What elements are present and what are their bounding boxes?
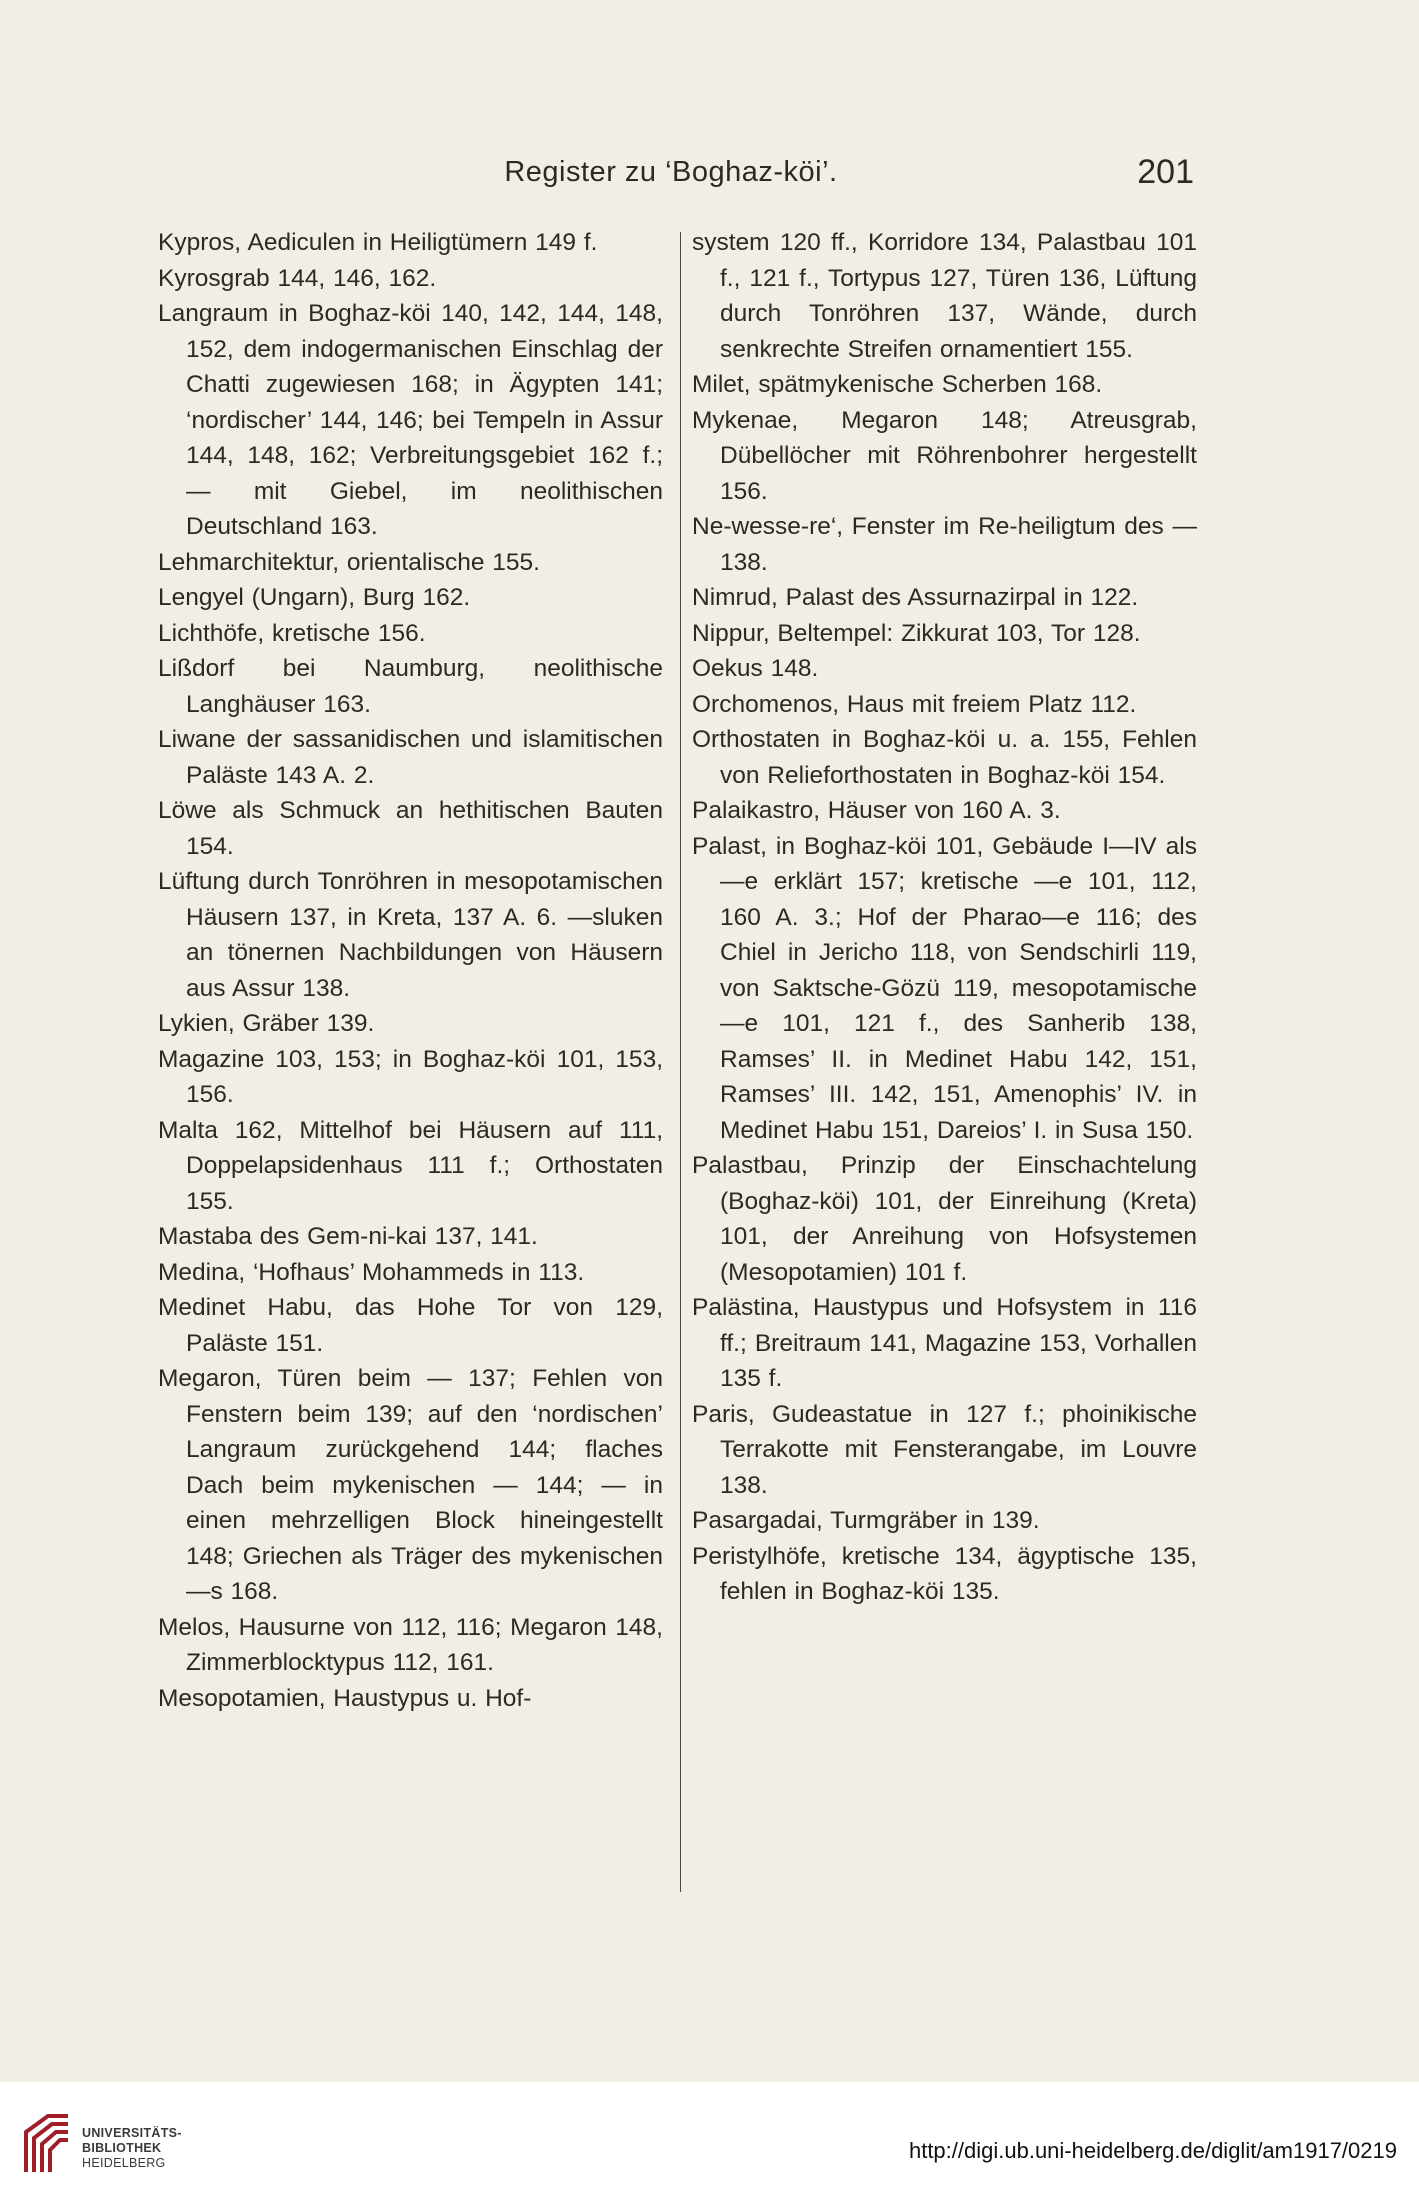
index-entry: Langraum in Boghaz-köi 140, 142, 144, 148, 152, dem indogermanischen Einschlag der Chatti zugewiesen 168; in Ägypten 141; ‘nordischer’ 144, 146; bei Tempeln in Assur 144, 148, 162; Verbreitungsgebiet 162 f.; — mit Giebel, im neolithischen Deutschland 163.	[158, 300, 663, 540]
index-entry: Milet, spätmykenische Scherben 168.	[692, 371, 1103, 398]
index-entry: Lykien, Gräber 139.	[158, 1010, 375, 1037]
index-entry: Palast, in Boghaz-köi 101, Gebäude I—IV als —e erklärt 157; kretische —e 101, 112, 160 A. 3.; Hof der Pharao—e 116; des Chiel in Jericho 118, von Sendschirli 119, von Saktsche-Gözü 119, mesopotamische —e 101, 121 f., des Sanherib 138, Ramses’ II. in Medinet Habu 142, 151, Ramses’ III. 142, 151, Amenophis’ IV. in Medinet Habu 151, Dareios’ I. in Susa 150.	[692, 832, 1197, 1144]
index-entry: Kypros, Aediculen in Heiligtümern 149 f.	[158, 229, 598, 256]
library-name: UNIVERSITÄTS- BIBLIOTHEK HEIDELBERG	[82, 2126, 182, 2170]
index-entry: Nippur, Beltempel: Zikkurat 103, Tor 128.	[692, 619, 1141, 647]
index-entry: Mesopotamien, Haustypus u. Hof-	[158, 1684, 532, 1712]
index-entry: Peristylhöfe, kretische 134, ägyptische 135, fehlen in Boghaz-köi 135.	[692, 1542, 1197, 1605]
index-entry: Lichthöfe, kretische 156.	[158, 619, 426, 647]
index-entry: Löwe als Schmuck an hethitischen Bauten 154.	[158, 797, 663, 860]
library-logo-icon	[18, 2110, 76, 2176]
column-divider	[680, 232, 681, 1892]
index-entry: Palästina, Haustypus und Hofsystem in 116 ff.; Breitraum 141, Magazine 153, Vorhallen 135 f.	[692, 1294, 1197, 1392]
right-column	[692, 225, 1197, 1610]
footer	[0, 2082, 1419, 2205]
index-entry: Medinet Habu, das Hohe Tor von 129, Paläste 151.	[158, 1294, 663, 1357]
index-entry: Lüftung durch Tonröhren in mesopotamischen Häusern 137, in Kreta, 137 A. 6. —sluken an tönernen Nachbildungen von Häusern aus Assur 138.	[158, 868, 663, 1002]
index-entry: Lehmarchitektur, orientalische 155.	[158, 548, 540, 576]
index-entry: Malta 162, Mittelhof bei Häusern auf 111, Doppelapsidenhaus 111 f.; Orthostaten 155.	[158, 1116, 663, 1215]
index-entry: Mastaba des Gem-ni-kai 137, 141.	[158, 1223, 538, 1250]
running-header	[148, 153, 1194, 200]
index-entry: system 120 ff., Korridore 134, Palastbau 101 f., 121 f., Tortypus 127, Türen 136, Lüftung durch Tonröhren 137, Wände, durch senkrechte Streifen ornamentiert 155.	[692, 229, 1197, 363]
index-entry: Megaron, Türen beim — 137; Fehlen von Fenstern beim 139; auf den ‘nordischen’ Langraum zurückgehend 144; flaches Dach beim mykenischen — 144; — in einen mehrzelligen Block hineingestellt 148; Griechen als Träger des mykenischen —s 168.	[158, 1365, 663, 1605]
index-entry: Nimrud, Palast des Assurnazirpal in 122.	[692, 584, 1139, 611]
index-entry: Orthostaten in Boghaz-köi u. a. 155, Fehlen von Relieforthostaten in Boghaz-köi 154.	[692, 726, 1197, 789]
index-entry: Liwane der sassanidischen und islamitischen Paläste 143 A. 2.	[158, 726, 663, 789]
index-entry: Lengyel (Ungarn), Burg 162.	[158, 584, 471, 611]
index-entry: Lißdorf bei Naumburg, neolithische Langhäuser 163.	[158, 655, 663, 718]
index-entry: Palaikastro, Häuser von 160 A. 3.	[692, 797, 1061, 824]
index-entry: Ne-wesse-re‘, Fenster im Re-heiligtum des — 138.	[692, 513, 1197, 576]
source-url[interactable]: http://digi.ub.uni-heidelberg.de/diglit/am1917/0219	[908, 2138, 1397, 2163]
index-entry: Magazine 103, 153; in Boghaz-köi 101, 153, 156.	[158, 1045, 663, 1108]
index-entry: Paris, Gudeastatue in 127 f.; phoinikische Terrakotte mit Fensterangabe, im Louvre 138.	[692, 1400, 1197, 1499]
index-entry: Mykenae, Megaron 148; Atreusgrab, Dübellöcher mit Röhrenbohrer hergestellt 156.	[692, 406, 1197, 505]
left-column	[158, 225, 663, 1716]
index-entry: Oekus 148.	[692, 655, 819, 682]
index-entry: Palastbau, Prinzip der Einschachtelung (Boghaz-köi) 101, der Einreihung (Kreta) 101, der Anreihung von Hofsystemen (Mesopotamien) 101 f.	[692, 1152, 1197, 1286]
index-entry: Melos, Hausurne von 112, 116; Megaron 148, Zimmerblocktypus 112, 161.	[158, 1613, 663, 1676]
index-entry: Pasargadai, Turmgräber in 139.	[692, 1507, 1040, 1534]
index-entry: Kyrosgrab 144, 146, 162.	[158, 264, 437, 292]
page-number: 201	[1137, 153, 1194, 191]
index-entry: Medina, ‘Hofhaus’ Mohammeds in 113.	[158, 1258, 585, 1286]
index-entry: Orchomenos, Haus mit freiem Platz 112.	[692, 690, 1137, 718]
page-title: Register zu ‘Boghaz-köi’.	[504, 156, 838, 188]
